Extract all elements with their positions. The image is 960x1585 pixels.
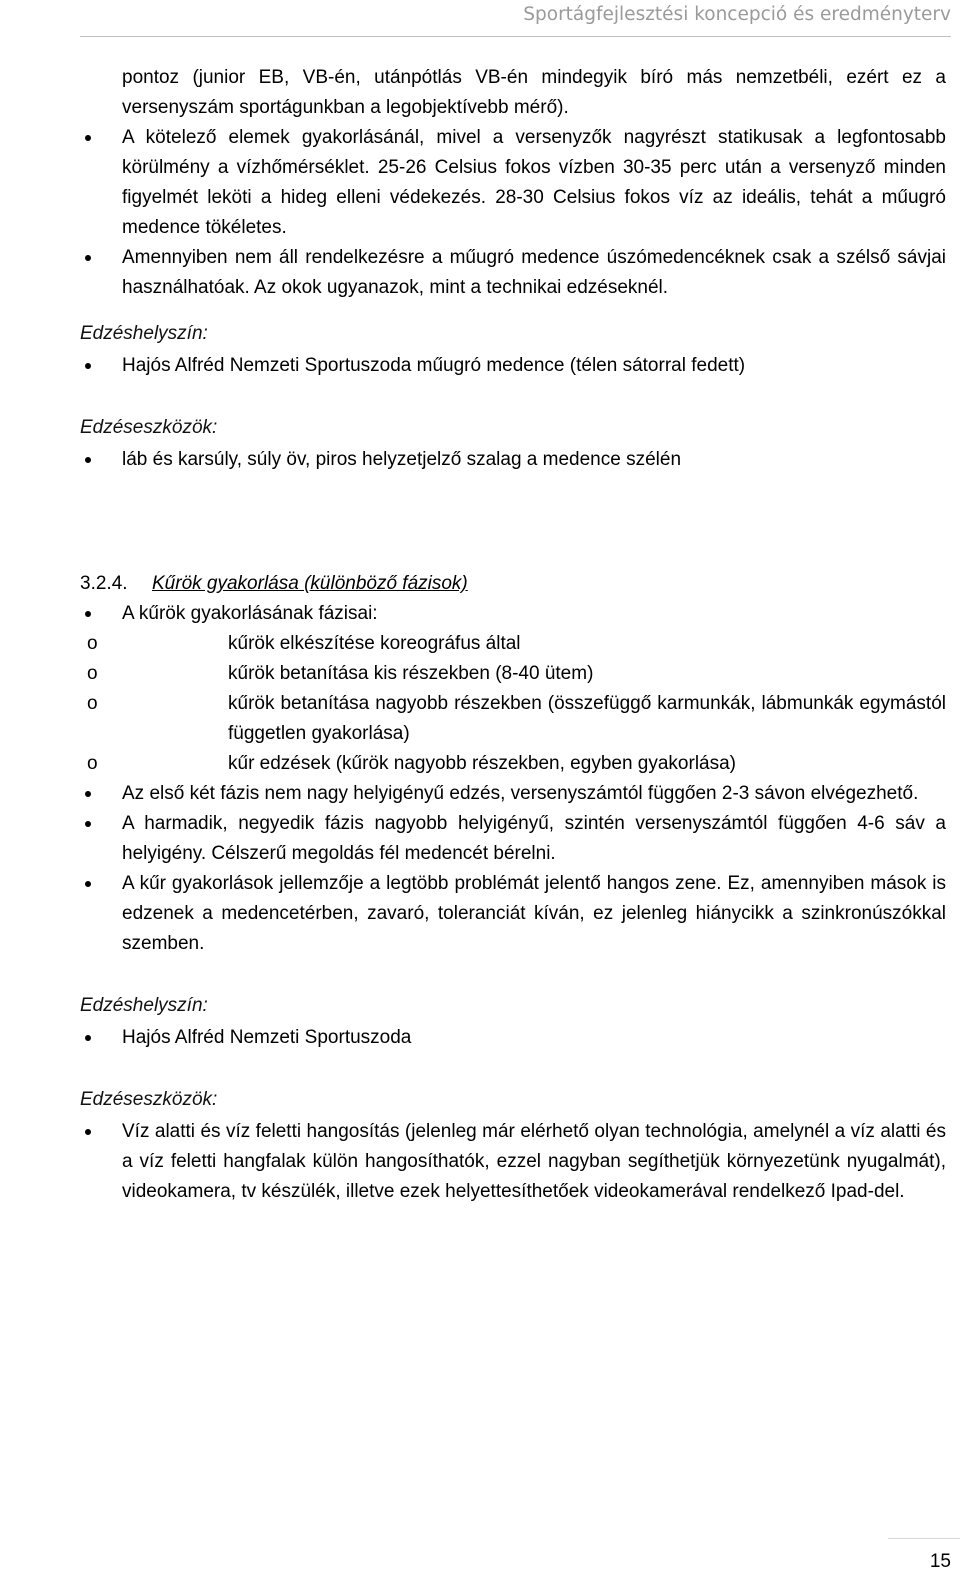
section-heading	[80, 569, 946, 599]
venue-item	[80, 351, 946, 381]
section-number: 3.2.4.	[80, 573, 128, 594]
venue-item	[80, 1023, 946, 1053]
equipment-item	[80, 445, 946, 475]
section-title: Kűrök gyakorlása (különböző fázisok)	[152, 573, 468, 594]
footer-divider	[888, 1538, 960, 1539]
circle-bullet-icon: o	[87, 633, 98, 654]
phase-text: kűrök betanítása nagyobb részekben (összefüggő karmunkák, lábmunkák egymástól független gyakorlása)	[228, 693, 946, 744]
bullet-item	[80, 869, 946, 959]
phase-text: kűrök betanítása kis részekben (8-40 ütem)	[228, 663, 594, 684]
phase-item	[80, 629, 946, 659]
bullet-text: láb és karsúly, súly öv, piros helyzetjelző szalag a medence szélén	[122, 449, 682, 470]
circle-bullet-icon: o	[87, 753, 98, 774]
bullet-text: Víz alatti és víz feletti hangosítás (jelenleg már elérhető olyan technológia, amelynél a víz alatti és a víz feletti hangfalak külön hangosíthatók, ezzel nagyban segíthetjük környezetünk nyugalmát), videokamera, tv készülék, illetve ezek helyettesíthetőek videokamerával rendelkező Ipad-del.	[122, 1121, 946, 1202]
phase-item	[80, 749, 946, 779]
circle-bullet-icon: o	[87, 663, 98, 684]
bullet-text: Amennyiben nem áll rendelkezésre a műugró medence úszómedencéknek csak a szélső sávjai használhatóak. Az okok ugyanazok, mint a technikai edzéseknél.	[122, 247, 946, 298]
bullet-text: Az első két fázis nem nagy helyigényű edzés, versenyszámtól függően 2-3 sávon elvégezhető.	[122, 783, 919, 804]
phase-item	[80, 659, 946, 689]
page-number: 15	[929, 1551, 951, 1572]
bullet-item	[80, 123, 946, 243]
bullet-dot-icon	[85, 1035, 91, 1041]
bullet-dot-icon	[85, 363, 91, 369]
equipment-label: Edzéseszközök:	[80, 417, 218, 438]
bullet-item	[80, 809, 946, 869]
header-divider	[80, 36, 951, 37]
bullet-text: A kűrök gyakorlásának fázisai:	[122, 603, 378, 624]
bullet-dot-icon	[85, 611, 91, 617]
continued-paragraph: pontoz (junior EB, VB-én, utánpótlás VB-én mindegyik bíró más nemzetbéli, ezért ez a versenyszám sportágunkban a legobjektívebb mérő).	[122, 67, 946, 118]
circle-bullet-icon: o	[87, 693, 98, 714]
page-body	[80, 63, 946, 1207]
bullet-dot-icon	[85, 791, 91, 797]
bullet-item	[80, 599, 946, 629]
bullet-text: Hajós Alfréd Nemzeti Sportuszoda műugró medence (télen sátorral fedett)	[122, 355, 746, 376]
phase-item	[80, 689, 946, 749]
bullet-text: A harmadik, negyedik fázis nagyobb helyigényű, szintén versenyszámtól függően 4-6 sáv a helyigény. Célszerű megoldás fél medencét bérelni.	[122, 813, 946, 864]
phase-text: kűrök elkészítése koreográfus által	[228, 633, 521, 654]
bullet-dot-icon	[85, 1129, 91, 1135]
bullet-dot-icon	[85, 255, 91, 261]
bullet-text: Hajós Alfréd Nemzeti Sportuszoda	[122, 1027, 412, 1048]
bullet-dot-icon	[85, 821, 91, 827]
bullet-text: A kötelező elemek gyakorlásánál, mivel a versenyzők nagyrészt statikusak a legfontosabb körülmény a vízhőmérséklet. 25-26 Celsius fokos vízben 30-35 perc után a versenyző minden figyelmét leköti a hideg elleni védekezés. 28-30 Celsius fokos víz az ideális, tehát a műugró medence tökéletes.	[122, 127, 946, 238]
bullet-dot-icon	[85, 457, 91, 463]
bullet-dot-icon	[85, 881, 91, 887]
equipment-label: Edzéseszközök:	[80, 1089, 218, 1110]
phase-text: kűr edzések (kűrök nagyobb részekben, egyben gyakorlása)	[228, 753, 737, 774]
equipment-item	[80, 1117, 946, 1207]
bullet-text: A kűr gyakorlások jellemzője a legtöbb problémát jelentő hangos zene. Ez, amennyiben mások is edzenek a medencetérben, zavaró, toleranciát kíván, ez jelenleg hiánycikk a szinkronúszókkal szemben.	[122, 873, 946, 954]
bullet-item	[80, 779, 946, 809]
venue-label: Edzéshelyszín:	[80, 995, 208, 1016]
running-header: Sportágfejlesztési koncepció és eredményterv	[523, 4, 951, 25]
bullet-dot-icon	[85, 135, 91, 141]
bullet-item	[80, 243, 946, 303]
venue-label: Edzéshelyszín:	[80, 323, 208, 344]
